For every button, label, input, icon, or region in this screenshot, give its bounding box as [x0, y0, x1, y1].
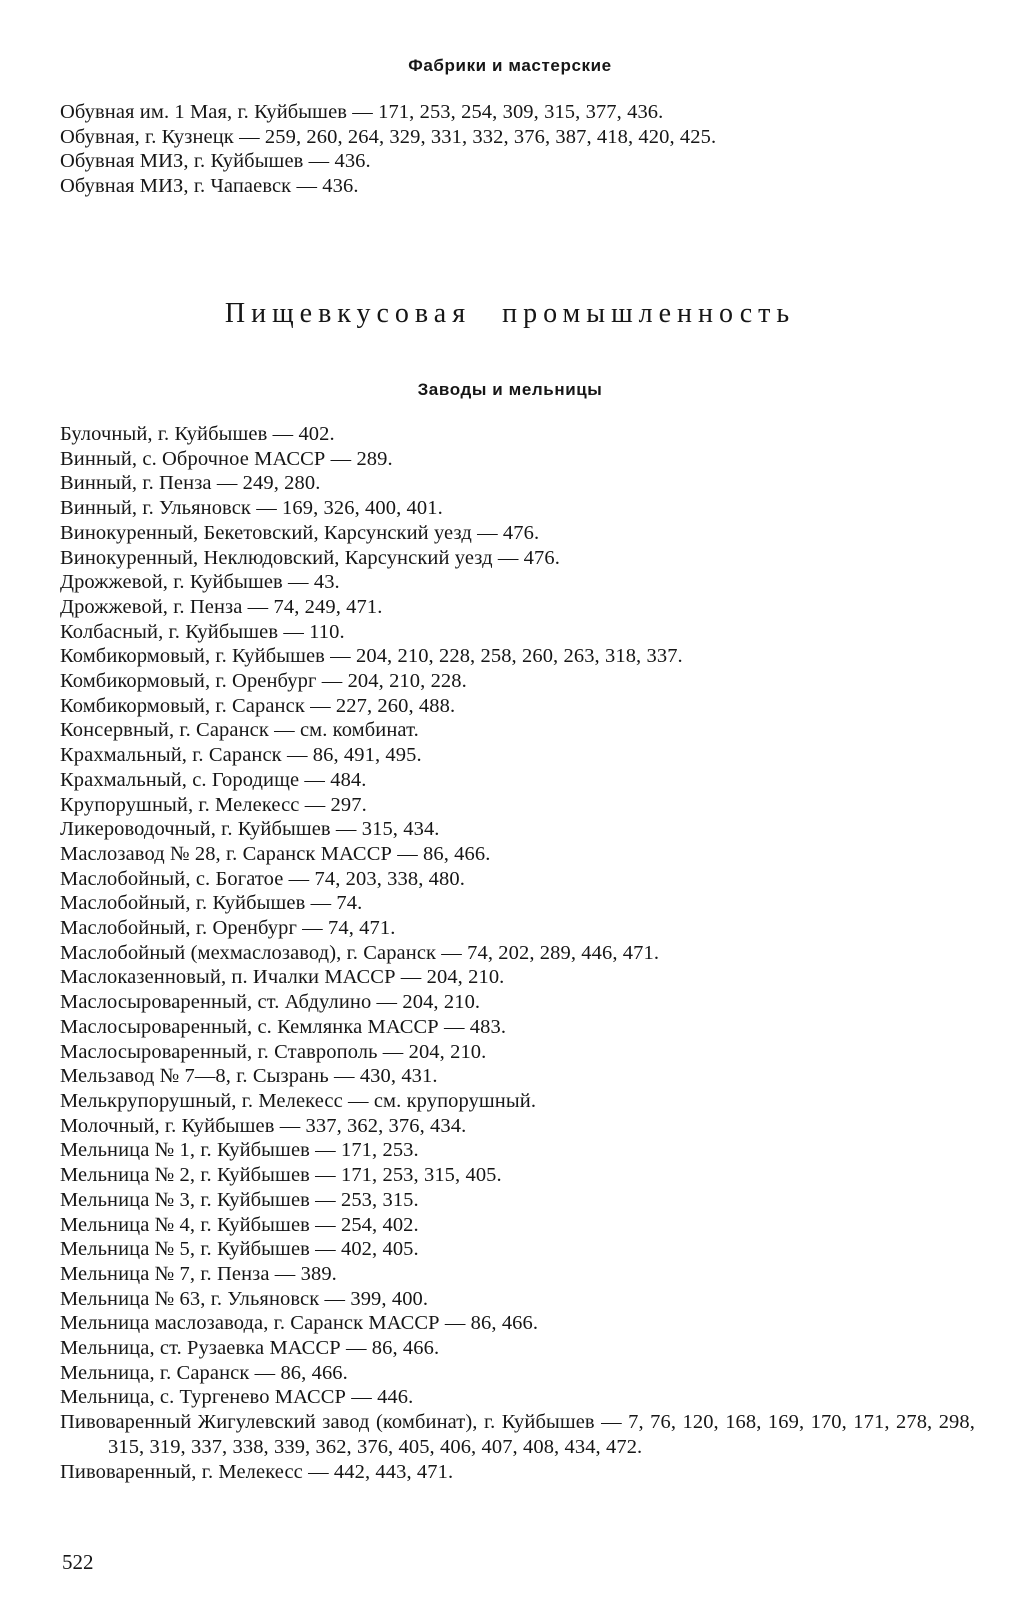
list-item: Мельница, с. Тургенево МАССР — 446.	[60, 1386, 414, 1409]
list-item: Крахмальный, г. Саранск — 86, 491, 495.	[60, 744, 422, 767]
list-item: Колбасный, г. Куйбышев — 110.	[60, 620, 345, 643]
list-item: Мельница № 63, г. Ульяновск — 399, 400.	[60, 1287, 429, 1310]
list-item: Ликероводочный, г. Куйбышев — 315, 434.	[60, 818, 440, 841]
page-number: 522	[62, 1550, 94, 1574]
list-item: Обувная им. 1 Мая, г. Куйбышев — 171, 253, 254, 309, 315, 377, 436.	[60, 101, 664, 123]
list-item: Пивоваренный Жигулевский завод (комбинат), г. Куйбышев — 7, 76, 120, 168, 169, 170, 171, 278, 298, 315, 319, 337, 338, 339, 362, 376, 405, 406, 407, 408, 434, 472.	[60, 1411, 975, 1458]
list-item: Винокуренный, Неклюдовский, Карсунский уезд — 476.	[60, 546, 560, 569]
list-item: Консервный, г. Саранск — см. комбинат.	[60, 719, 419, 742]
list-item: Мельница № 2, г. Куйбышев — 171, 253, 315, 405.	[60, 1164, 502, 1187]
list-item: Мельница № 3, г. Куйбышев — 253, 315.	[60, 1188, 419, 1211]
list-item: Винный, г. Ульяновск — 169, 326, 400, 401.	[60, 497, 443, 520]
section-title: Пищевкусовая промышленность	[224, 298, 796, 329]
list-item: Маслобойный, г. Куйбышев — 74.	[60, 892, 363, 915]
list-item: Дрожжевой, г. Пенза — 74, 249, 471.	[60, 595, 383, 618]
list-item: Винный, г. Пенза — 249, 280.	[60, 472, 321, 495]
list-item: Крупорушный, г. Мелекесс — 297.	[60, 793, 367, 816]
list-item: Маслобойный, с. Богатое — 74, 203, 338, 480.	[60, 867, 465, 890]
list-item: Маслоказенновый, п. Ичалки МАССР — 204, 210.	[60, 966, 505, 989]
list-item: Мельница № 1, г. Куйбышев — 171, 253.	[60, 1139, 419, 1162]
list-item: Обувная МИЗ, г. Чапаевск — 436.	[60, 175, 359, 198]
list-item: Винный, с. Оброчное МАССР — 289.	[60, 447, 393, 470]
list-item: Обувная, г. Кузнецк — 259, 260, 264, 329, 331, 332, 376, 387, 418, 420, 425.	[60, 125, 717, 148]
list-item: Маслозавод № 28, г. Саранск МАССР — 86, 466.	[60, 842, 491, 865]
list-item: Маслобойный, г. Оренбург — 74, 471.	[60, 917, 396, 940]
list-item: Мельница № 5, г. Куйбышев — 402, 405.	[60, 1238, 419, 1261]
list-item: Крахмальный, с. Городище — 484.	[60, 768, 367, 791]
list-item: Обувная МИЗ, г. Куйбышев — 436.	[60, 150, 371, 173]
list-item: Маслобойный (мехмаслозавод), г. Саранск — 74, 202, 289, 446, 471.	[60, 941, 660, 964]
list-item: Мелькрупорушный, г. Мелекесс — см. крупорушный.	[60, 1089, 537, 1112]
list-item: Пивоваренный, г. Мелекесс — 442, 443, 471.	[60, 1460, 454, 1483]
factories-list	[60, 100, 975, 199]
list-item: Мельница, ст. Рузаевка МАССР — 86, 466.	[60, 1337, 440, 1360]
plants-list	[60, 422, 975, 1484]
list-item: Мельница маслозавода, г. Саранск МАССР — 86, 466.	[60, 1312, 539, 1335]
list-item: Комбикормовый, г. Оренбург — 204, 210, 228.	[60, 670, 467, 693]
list-item: Булочный, г. Куйбышев — 402.	[60, 423, 335, 445]
list-item: Мельница № 4, г. Куйбышев — 254, 402.	[60, 1213, 419, 1236]
list-item: Маслосыроваренный, ст. Абдулино — 204, 210.	[60, 991, 481, 1014]
list-item: Комбикормовый, г. Саранск — 227, 260, 488.	[60, 694, 456, 717]
list-item: Винокуренный, Бекетовский, Карсунский уезд — 476.	[60, 521, 540, 544]
list-item: Маслосыроваренный, г. Ставрополь — 204, 210.	[60, 1040, 487, 1063]
list-item: Молочный, г. Куйбышев — 337, 362, 376, 434.	[60, 1114, 467, 1137]
list-item: Дрожжевой, г. Куйбышев — 43.	[60, 571, 340, 594]
plants-heading: Заводы и мельницы	[417, 380, 603, 399]
list-item: Мельница № 7, г. Пенза — 389.	[60, 1262, 337, 1285]
list-item: Маслосыроваренный, с. Кемлянка МАССР — 483.	[60, 1015, 507, 1038]
factories-heading: Фабрики и мастерские	[408, 56, 612, 75]
list-item: Мельница, г. Саранск — 86, 466.	[60, 1361, 348, 1384]
list-item: Комбикормовый, г. Куйбышев — 204, 210, 228, 258, 260, 263, 318, 337.	[60, 645, 683, 668]
list-item: Мельзавод № 7—8, г. Сызрань — 430, 431.	[60, 1065, 438, 1088]
